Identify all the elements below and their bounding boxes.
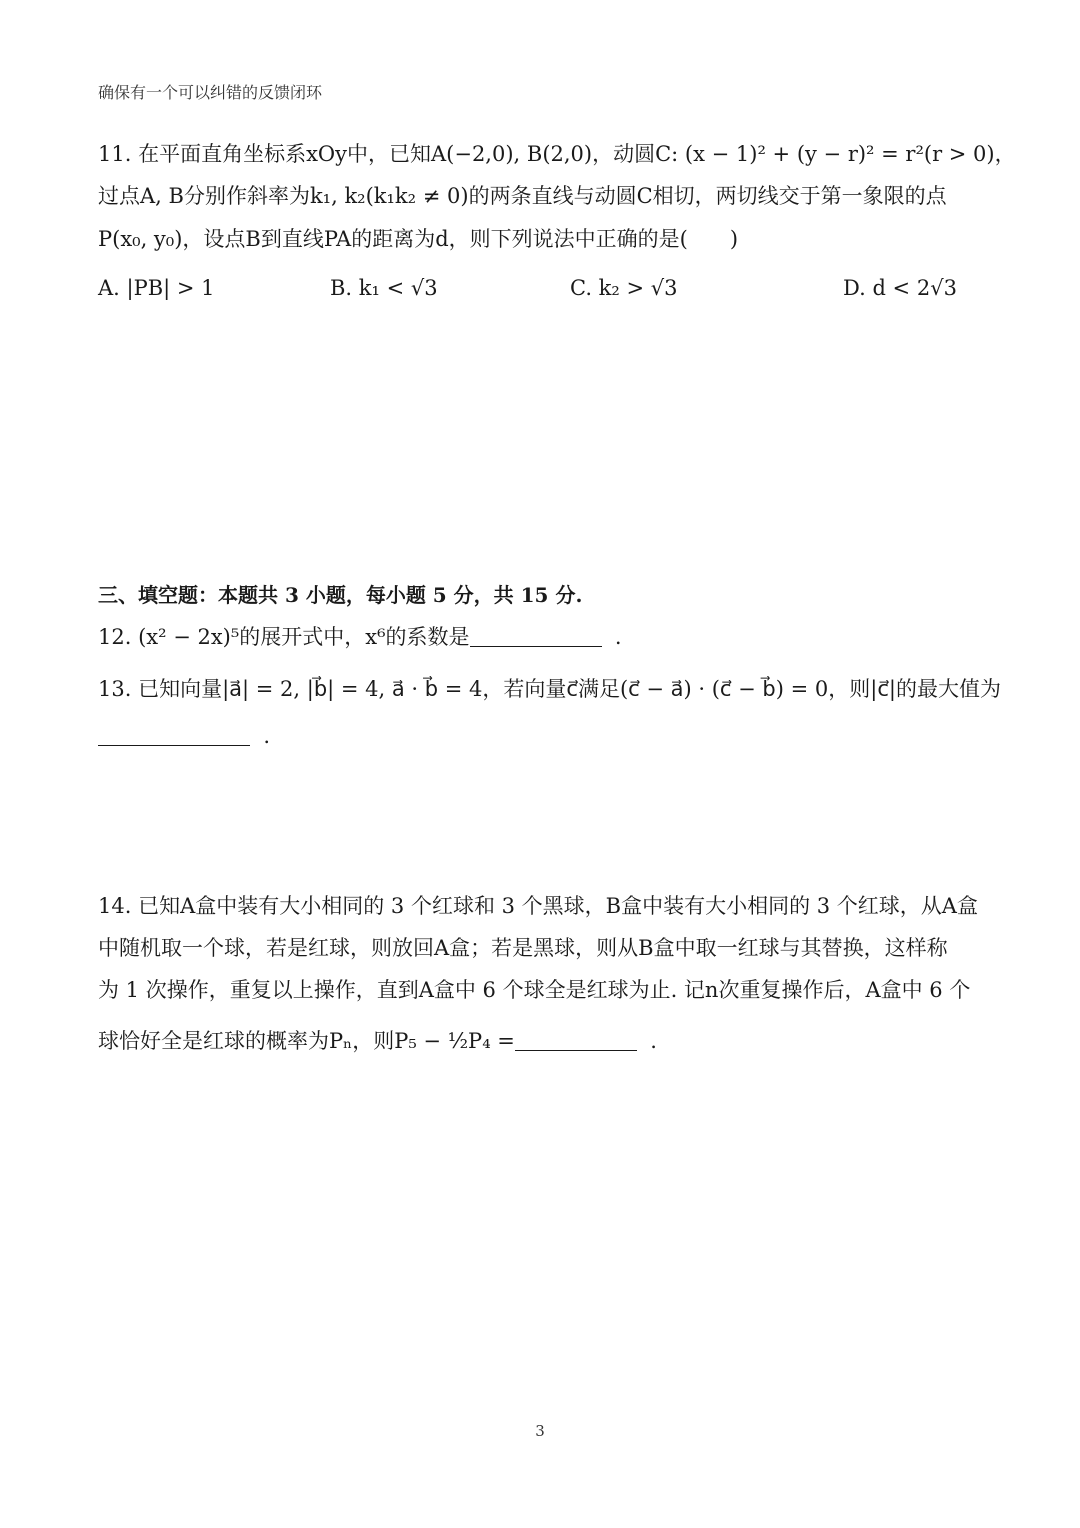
q12-period: .: [614, 625, 622, 649]
q11-line-1: 11. 在平面直角坐标系xOy中，已知A(−2,0), B(2,0)，动圆C: (x − 1)² + (y − r)² = r²(r > 0)，: [98, 142, 1016, 166]
choice-d: D. d < 2√3: [843, 276, 957, 300]
q12-text: 12. (x² − 2x)⁵的展开式中，x⁶的系数是: [98, 625, 470, 649]
q13-answer-blank[interactable]: [98, 725, 250, 746]
choice-c: C. k₂ > √3: [570, 276, 678, 300]
q14-line-4: 球恰好全是红球的概率为Pₙ，则P₅ − ½P₄ =: [98, 1029, 515, 1053]
q14-period: .: [650, 1029, 657, 1053]
q11-line-2: 过点A, B分别作斜率为k₁, k₂(k₁k₂ ≠ 0)的两条直线与动圆C相切，两切线交于第一象限的点: [98, 184, 947, 208]
q14-answer-blank[interactable]: [515, 1030, 637, 1051]
q11-line-3: P(x₀, y₀)，设点B到直线PA的距离为d，则下列说法中正确的是( ): [98, 227, 739, 251]
q13-period: .: [263, 724, 271, 748]
choice-a: A. |PB| > 1: [98, 276, 215, 300]
q14-line-1: 14. 已知A盒中装有大小相同的 3 个红球和 3 个黑球，B盒中装有大小相同的 3 个红球，从A盒: [98, 894, 978, 918]
page-number: 3: [535, 1422, 545, 1440]
q14-line-3: 为 1 次操作，重复以上操作，直到A盒中 6 个球全是红球为止. 记n次重复操作后，A盒中 6 个: [98, 978, 971, 1002]
header-note: 确保有一个可以纠错的反馈闭环: [98, 83, 323, 102]
q11-choices: [98, 276, 998, 306]
choice-b: B. k₁ < √3: [330, 276, 438, 300]
q13-line-1: 13. 已知向量|a⃗| = 2, |b⃗| = 4, a⃗ · b⃗ = 4，若向量c⃗满足(c⃗ − a⃗) · (c⃗ − b⃗) = 0，则|c⃗|的最大值为: [98, 677, 1001, 701]
q14-line-2: 中随机取一个球，若是红球，则放回A盒；若是黑球，则从B盒中取一红球与其替换，这样称: [98, 936, 948, 960]
q12-answer-blank[interactable]: [470, 626, 602, 647]
section-3-title: 三、填空题：本题共 3 小题，每小题 5 分，共 15 分.: [98, 583, 583, 607]
